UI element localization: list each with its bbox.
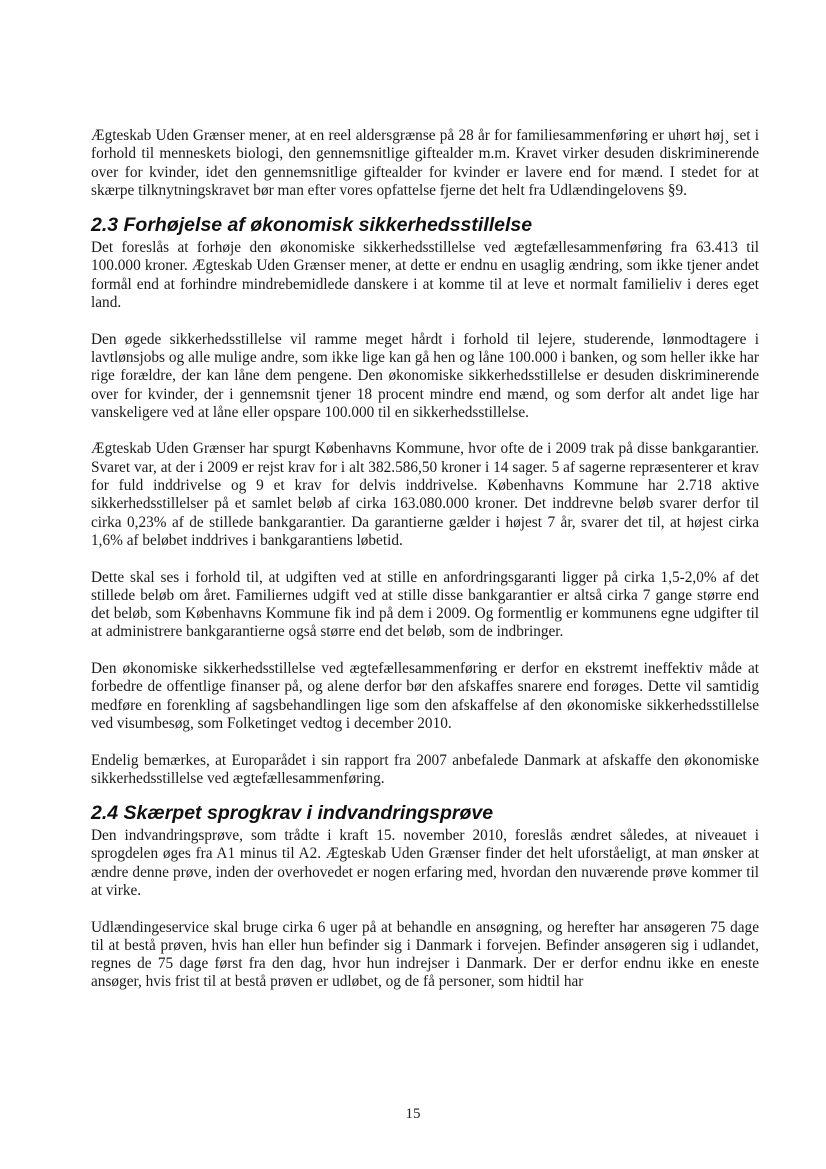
section-2-3-paragraph-2: Den øgede sikkerhedsstillelse vil ramme meget hårdt i forhold til lejere, studerende, lønmodtagere i lavtlønsjobs og alle mulige andre, som ikke lige kan gå hen og låne 100.000 i banken, og som heller ikke har rige forældre, der kan låne dem pengene. Den økonomiske sikkerhedsstillelse er desuden diskriminerende over for kvinder, der i gennemsnit tjener 18 procent mindre end mænd, og som derfor alt andet lige har vanskeligere ved at låne eller opspare 100.000 til en sikkerhedsstillelse.: [91, 330, 759, 421]
section-2-3-paragraph-6: Endelig bemærkes, at Europarådet i sin rapport fra 2007 anbefalede Danmark at afskaffe den økonomiske sikkerhedsstillelse ved ægtefællesammenføring.: [91, 751, 759, 787]
section-2-3-paragraph-3: Ægteskab Uden Grænser har spurgt Københavns Kommune, hvor ofte de i 2009 trak på disse bankgarantier. Svaret var, at der i 2009 er rejst krav for i alt 382.586,50 kroner i 14 sager. 5 af sagerne repræsenterer et krav for fuld inddrivelse og 9 et krav for delvis inddrivelse. Københavns Kommune har 2.718 aktive sikkerhedsstillelser på et samlet beløb af cirka 163.080.000 kroner. Det inddrevne beløb svarer derfor til cirka 0,23% af de stillede bankgarantier. Da garantierne gælder i højest 7 år, svarer det til, at højest cirka 1,6% af beløbet inddrives i bankgarantiens løbetid.: [91, 440, 759, 549]
section-2-4-paragraph-1: Den indvandringsprøve, som trådte i kraft 15. november 2010, foreslås ændret således, at niveauet i sprogdelen øges fra A1 minus til A2. Ægteskab Uden Grænser finder det helt uforståeligt, at man ønsker at ændre denne prøve, inden der overhovedet er nogen erfaring med, hvordan den nuværende prøve kommer til at virke.: [91, 827, 759, 899]
section-heading-2-3: 2.3 Forhøjelse af økonomisk sikkerhedsstillelse: [91, 214, 533, 237]
intro-paragraph: Ægteskab Uden Grænser mener, at en reel aldersgrænse på 28 år for familiesammenføring er uhørt høj¸ set i forhold til menneskets biologi, den gennemsnitlige giftealder m.m. Kravet virker desuden diskriminerende over for kvinder, idet den gennemsnitlige giftealder for kvinder er lavere end for mænd. I stedet for at skærpe tilknytningskravet bør man efter vores opfattelse fjerne det helt fra Udlændingelovens §9.: [91, 127, 759, 199]
section-2-3-paragraph-1: Det foreslås at forhøje den økonomiske sikkerhedsstillelse ved ægtefællesammenføring fra 63.413 til 100.000 kroner. Ægteskab Uden Grænser mener, at dette er endnu en usaglig ændring, som ikke tjener andet formål end at forhindre mindrebemidlede danskere i at komme til at leve et normalt familieliv i deres eget land.: [91, 239, 759, 312]
page-number: 15: [405, 1106, 421, 1122]
section-heading-2-4: 2.4 Skærpet sprogkrav i indvandringsprøve: [91, 802, 494, 825]
page-body: [91, 127, 759, 992]
section-2-3-paragraph-4: Dette skal ses i forhold til, at udgiften ved at stille en anfordringsgaranti ligger på cirka 1,5-2,0% af det stillede beløb om året. Familiernes udgift ved at stille disse bankgarantier er altså cirka 7 gange større end det beløb, som Københavns Kommune fik ind på dem i 2009. Og formentlig er kommunens egne udgifter til at administrere bankgarantierne også større end det beløb, som de indbringer.: [91, 568, 759, 641]
section-2-4-paragraph-2: Udlændingeservice skal bruge cirka 6 uger på at behandle en ansøgning, og herefter har ansøgeren 75 dage til at bestå prøven, hvis han eller hun befinder sig i Danmark i forvejen. Befinder ansøgeren sig i udlandet, regnes de 75 dage først fra den dag, hvor hun indrejser i Danmark. Der er derfor endnu ikke en eneste ansøger, hvis frist til at bestå prøven er udløbet, og de få personer, som hidtil har: [91, 918, 759, 991]
section-2-3-paragraph-5: Den økonomiske sikkerhedsstillelse ved ægtefællesammenføring er derfor en ekstremt ineffektiv måde at forbedre de offentlige finanser på, og alene derfor bør den afskaffes snarere end forøges. Dette vil samtidig medføre en forenkling af sagsbehandlingen lige som den afskaffelse af den økonomiske sikkerhedsstillelse ved visumbesøg, som Folketinget vedtog i december 2010.: [91, 660, 759, 732]
